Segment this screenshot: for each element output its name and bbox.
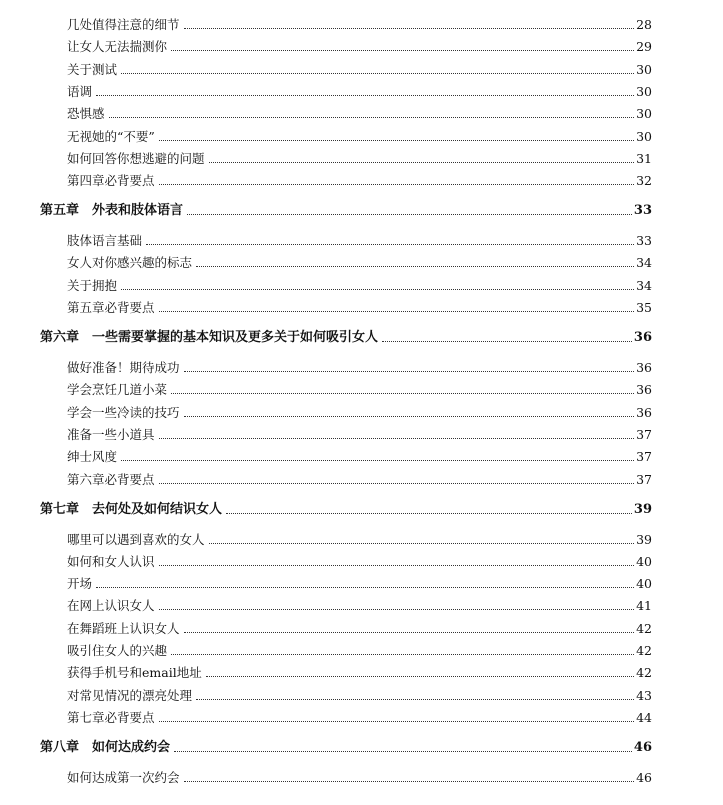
toc-dot-leader	[209, 162, 635, 163]
toc-dot-leader	[96, 95, 634, 96]
toc-page-number: 44	[636, 709, 652, 725]
toc-entry-title: 学会一些冷读的技巧	[67, 404, 180, 420]
toc-section-entry[interactable]	[67, 104, 652, 122]
toc-entry-title: 哪里可以遇到喜欢的女人	[67, 531, 205, 547]
toc-page-number: 36	[633, 330, 652, 345]
toc-section-entry[interactable]	[67, 358, 652, 376]
toc-dot-leader	[171, 654, 634, 655]
toc-dot-leader	[196, 699, 634, 700]
toc-entry-title: 第六章必背要点	[67, 471, 155, 487]
toc-page-number: 29	[636, 39, 652, 55]
toc-page-number: 36	[636, 382, 652, 398]
toc-section-entry[interactable]	[67, 149, 652, 167]
toc-entry-title: 准备一些小道具	[67, 426, 155, 442]
toc-entry-title: 吸引住女人的兴趣	[67, 643, 168, 658]
toc-entry-title: 如何达成第一次约会	[67, 769, 180, 785]
toc-section-entry[interactable]	[67, 253, 652, 271]
toc-section-entry[interactable]	[67, 530, 652, 548]
toc-section-entry[interactable]	[67, 708, 652, 726]
toc-dot-leader	[146, 244, 634, 245]
toc-page-number: 40	[636, 576, 652, 592]
toc-section-entry[interactable]	[67, 60, 652, 78]
toc-page-number: 34	[636, 277, 652, 293]
toc-chapter-entry[interactable]	[40, 328, 652, 346]
toc-page-number: 42	[636, 643, 652, 658]
toc-entry-title: 对常见情况的漂亮处理	[67, 687, 193, 703]
toc-entry-title: 第八章 如何达成约会	[40, 739, 171, 755]
toc-page-number: 42	[636, 665, 652, 681]
toc-entry-title: 第七章 去何处及如何结识女人	[40, 501, 223, 517]
toc-section-entry[interactable]	[67, 470, 652, 488]
toc-entry-title: 学会烹饪几道小菜	[67, 382, 168, 398]
toc-entry-title: 关于测试	[67, 61, 118, 77]
toc-section-entry[interactable]	[67, 552, 652, 570]
toc-dot-leader	[184, 28, 635, 29]
toc-page-number: 37	[636, 426, 652, 442]
toc-entry-title: 第五章 外表和肢体语言	[40, 203, 184, 219]
toc-entry-title: 几处值得注意的细节	[67, 17, 180, 32]
toc-section-entry[interactable]	[67, 380, 652, 398]
toc-page-number: 33	[636, 233, 652, 249]
toc-entry-title: 做好准备！期待成功	[67, 360, 180, 375]
toc-section-entry[interactable]	[67, 596, 652, 614]
toc-page-number: 37	[636, 471, 652, 487]
toc-page-number: 39	[633, 501, 652, 517]
toc-entry-title: 肢体语言基础	[67, 233, 143, 249]
toc-entry-title: 第六章 一些需要掌握的基本知识及更多关于如何吸引女人	[40, 330, 379, 345]
toc-dot-leader	[159, 609, 635, 610]
toc-section-entry[interactable]	[67, 641, 652, 659]
toc-dot-leader	[226, 513, 632, 514]
toc-dot-leader	[121, 73, 634, 74]
toc-section-entry[interactable]	[67, 686, 652, 704]
toc-dot-leader	[174, 751, 632, 752]
toc-page-number: 46	[633, 739, 652, 755]
toc-page-number: 36	[636, 404, 652, 420]
toc-entry-title: 第七章必背要点	[67, 709, 155, 725]
toc-section-entry[interactable]	[67, 768, 652, 786]
toc-dot-leader	[159, 565, 635, 566]
toc-section-entry[interactable]	[67, 276, 652, 294]
toc-section-entry[interactable]	[67, 663, 652, 681]
toc-dot-leader	[196, 266, 634, 267]
toc-entry-title: 第五章必背要点	[67, 300, 155, 315]
toc-dot-leader	[171, 393, 634, 394]
toc-page-number: 46	[636, 769, 652, 785]
toc-entry-title: 如何和女人认识	[67, 553, 155, 569]
toc-section-entry[interactable]	[67, 447, 652, 465]
toc-chapter-entry[interactable]	[40, 500, 652, 518]
toc-page-number: 33	[633, 203, 652, 219]
toc-section-entry[interactable]	[67, 403, 652, 421]
toc-entry-title: 恐惧感	[67, 106, 105, 122]
toc-section-entry[interactable]	[67, 37, 652, 55]
toc-entry-title: 关于拥抱	[67, 277, 118, 293]
toc-page-number: 34	[636, 255, 652, 271]
toc-entry-title: 女人对你感兴趣的标志	[67, 255, 193, 271]
toc-page-number: 28	[636, 17, 652, 32]
toc-page-number: 32	[636, 173, 652, 189]
toc-dot-leader	[171, 50, 634, 51]
toc-entry-title: 第四章必背要点	[67, 173, 155, 189]
toc-entry-title: 如何回答你想逃避的问题	[67, 150, 205, 166]
toc-section-entry[interactable]	[67, 127, 652, 145]
toc-dot-leader	[159, 721, 635, 722]
toc-entry-title: 开场	[67, 576, 93, 592]
toc-dot-leader	[159, 140, 634, 141]
toc-dot-leader	[184, 416, 635, 417]
toc-section-entry[interactable]	[67, 298, 652, 316]
toc-page-number: 30	[636, 128, 652, 144]
toc-page-number: 30	[636, 83, 652, 99]
toc-page-number: 35	[636, 300, 652, 315]
toc-section-entry[interactable]	[67, 171, 652, 189]
toc-dot-leader	[121, 460, 634, 461]
toc-section-entry[interactable]	[67, 619, 652, 637]
toc-section-entry[interactable]	[67, 231, 652, 249]
toc-page-number: 30	[636, 61, 652, 77]
toc-dot-leader	[184, 781, 635, 782]
toc-dot-leader	[159, 311, 635, 312]
toc-chapter-entry[interactable]	[40, 201, 652, 219]
toc-entry-title: 获得手机号和email地址	[67, 665, 202, 681]
toc-dot-leader	[109, 117, 635, 118]
toc-dot-leader	[187, 214, 632, 215]
toc-dot-leader	[159, 184, 635, 185]
toc-dot-leader	[159, 483, 635, 484]
toc-section-entry[interactable]	[67, 574, 652, 592]
toc-dot-leader	[184, 632, 635, 633]
toc-page-number: 37	[636, 449, 652, 465]
toc-section-entry[interactable]	[67, 15, 652, 33]
toc-dot-leader	[382, 341, 632, 342]
toc-page-number: 36	[636, 360, 652, 375]
toc-entry-title: 让女人无法揣测你	[67, 39, 168, 55]
toc-page-number: 40	[636, 553, 652, 569]
toc-entry-title: 在舞蹈班上认识女人	[67, 620, 180, 636]
toc-entry-title: 在网上认识女人	[67, 598, 155, 614]
toc-dot-leader	[206, 676, 634, 677]
toc-page-number: 30	[636, 106, 652, 122]
toc-dot-leader	[209, 543, 635, 544]
toc-entry-title: 绅士风度	[67, 449, 118, 465]
toc-chapter-entry[interactable]	[40, 738, 652, 756]
toc-page-number: 39	[636, 531, 652, 547]
toc-page-number: 31	[636, 150, 652, 166]
toc-page-number: 43	[636, 687, 652, 703]
toc-dot-leader	[96, 587, 634, 588]
toc-page-number: 42	[636, 620, 652, 636]
toc-page-number: 41	[636, 598, 652, 614]
toc-entry-title: 无视她的“不要”	[67, 128, 155, 144]
toc-dot-leader	[159, 438, 635, 439]
toc-dot-leader	[184, 371, 635, 372]
toc-dot-leader	[121, 289, 634, 290]
toc-section-entry[interactable]	[67, 425, 652, 443]
toc-section-entry[interactable]	[67, 82, 652, 100]
toc-entry-title: 语调	[67, 83, 93, 99]
